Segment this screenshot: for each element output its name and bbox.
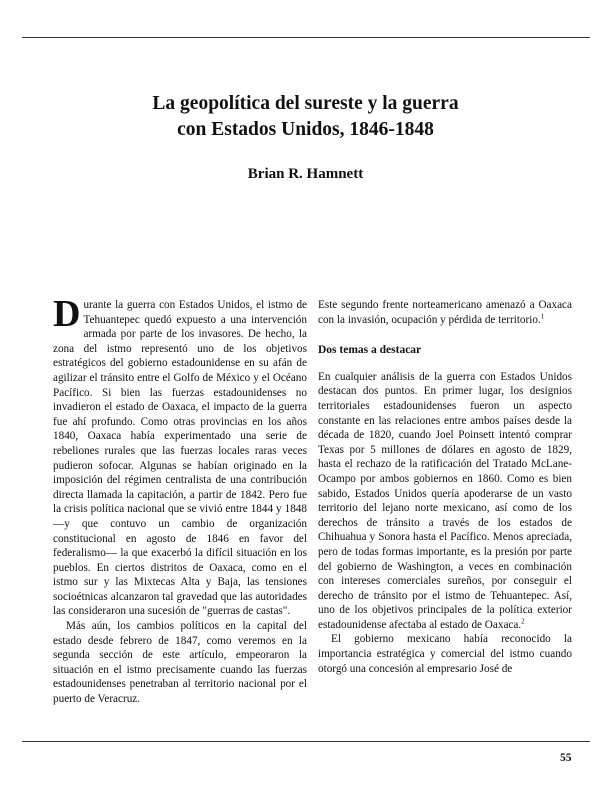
paragraph [318,298,572,327]
paragraph: El gobierno mexicano había reconocido la importancia estratégica y comercial del istmo cuando otorgó una concesión al empresario José de [318,633,572,675]
author-name: Brian R. Hamnett [247,166,364,182]
paragraph: Más aún, los cambios políticos en la capital del estado desde febrero de 1847, como veremos en la segunda sección de este artículo, empeoraron la situación en el istmo precisamente cuando las fuerzas estadounidenses penetraban al territorio nacional por el puerto de Veracruz. [53,620,307,706]
footnote-ref: 2 [521,617,525,626]
top-rule [22,37,590,38]
paragraph-text: En cualquier análisis de la guerra con Estados Unidos destacan dos puntos. En primer lugar, los designios territoriales estadounidenses fueron un aspecto constante en las relaciones entre ambos países desde la década de 1820, cuando Joel Poinsett intentó comprar Texas por 5 millones de dólares en agosto de 1829, hasta el rechazo de la ratificación del Tratado McLane-Ocampo por ambos gobiernos en 1860. Como es bien sabido, Estados Unidos quería apoderarse de un vasto territorio del lejano norte mexicano, así como de los derechos de tránsito a través de los estados de Chihuahua y Sonora hasta el Pacífico. Menos apreciada, pero de todas formas importante, es la presión por parte del gobierno de Washington, a veces en combinación con intereses comerciales sureños, por conseguir el derecho de tránsito por el istmo de Tehuantepec. Así, uno de los objetivos principales de la política exterior estadounidense afectaba al estado de Oaxaca. [318,370,572,631]
right-column [318,298,572,676]
bottom-rule [22,741,590,742]
paragraph [53,293,307,619]
article-title [0,91,611,143]
page-number: 55 [560,752,572,764]
title-line-1: La geopolítica del sureste y la guerra [152,93,459,114]
title-line-2: con Estados Unidos, 1846-1848 [177,119,434,140]
paragraph-text: Este segundo frente norteamericano amenazó a Oaxaca con la invasión, ocupación y pérdida de territorio. [318,299,572,326]
drop-cap: D [53,293,81,335]
paragraph [318,370,572,633]
left-column [53,293,307,707]
paragraph-text: urante la guerra con Estados Unidos, el istmo de Tehuantepec quedó expuesto a una intervención armada por parte de los invasores. De hecho, la zona del istmo representó uno de los objetivos estratégicos del gobierno estadounidense en su afán de agilizar el tránsito entre el Golfo de México y el Océano Pacífico. Si bien las fuerzas estadounidenses no invadieron el estado de Oaxaca, el impacto de la guerra fue ahí profundo. Como otras provincias en los años 1840, Oaxaca había experimentado una serie de rebeliones rurales que las fuerzas locales raras veces pudieron sofocar. Algunas se habían originado en la imposición del régimen centralista de una contribución directa llamada la capitación, a partir de 1842. Pero fue la crisis política nacional que se vivió entre 1844 y 1848 —y que contuvo un cambio de organización constitucional en agosto de 1846 en favor del federalismo— la que exacerbó la difícil situación en los pueblos. En ciertos distritos de Oaxaca, como en el istmo sur y las Mixtecas Alta y Baja, las tensiones socioétnicas alcanzaron tal gravedad que las autoridades las consideraron una sucesión de "guerras de castas". [53,299,307,618]
section-heading: Dos temas a destacar [318,344,422,357]
footnote-ref: 1 [540,311,545,320]
